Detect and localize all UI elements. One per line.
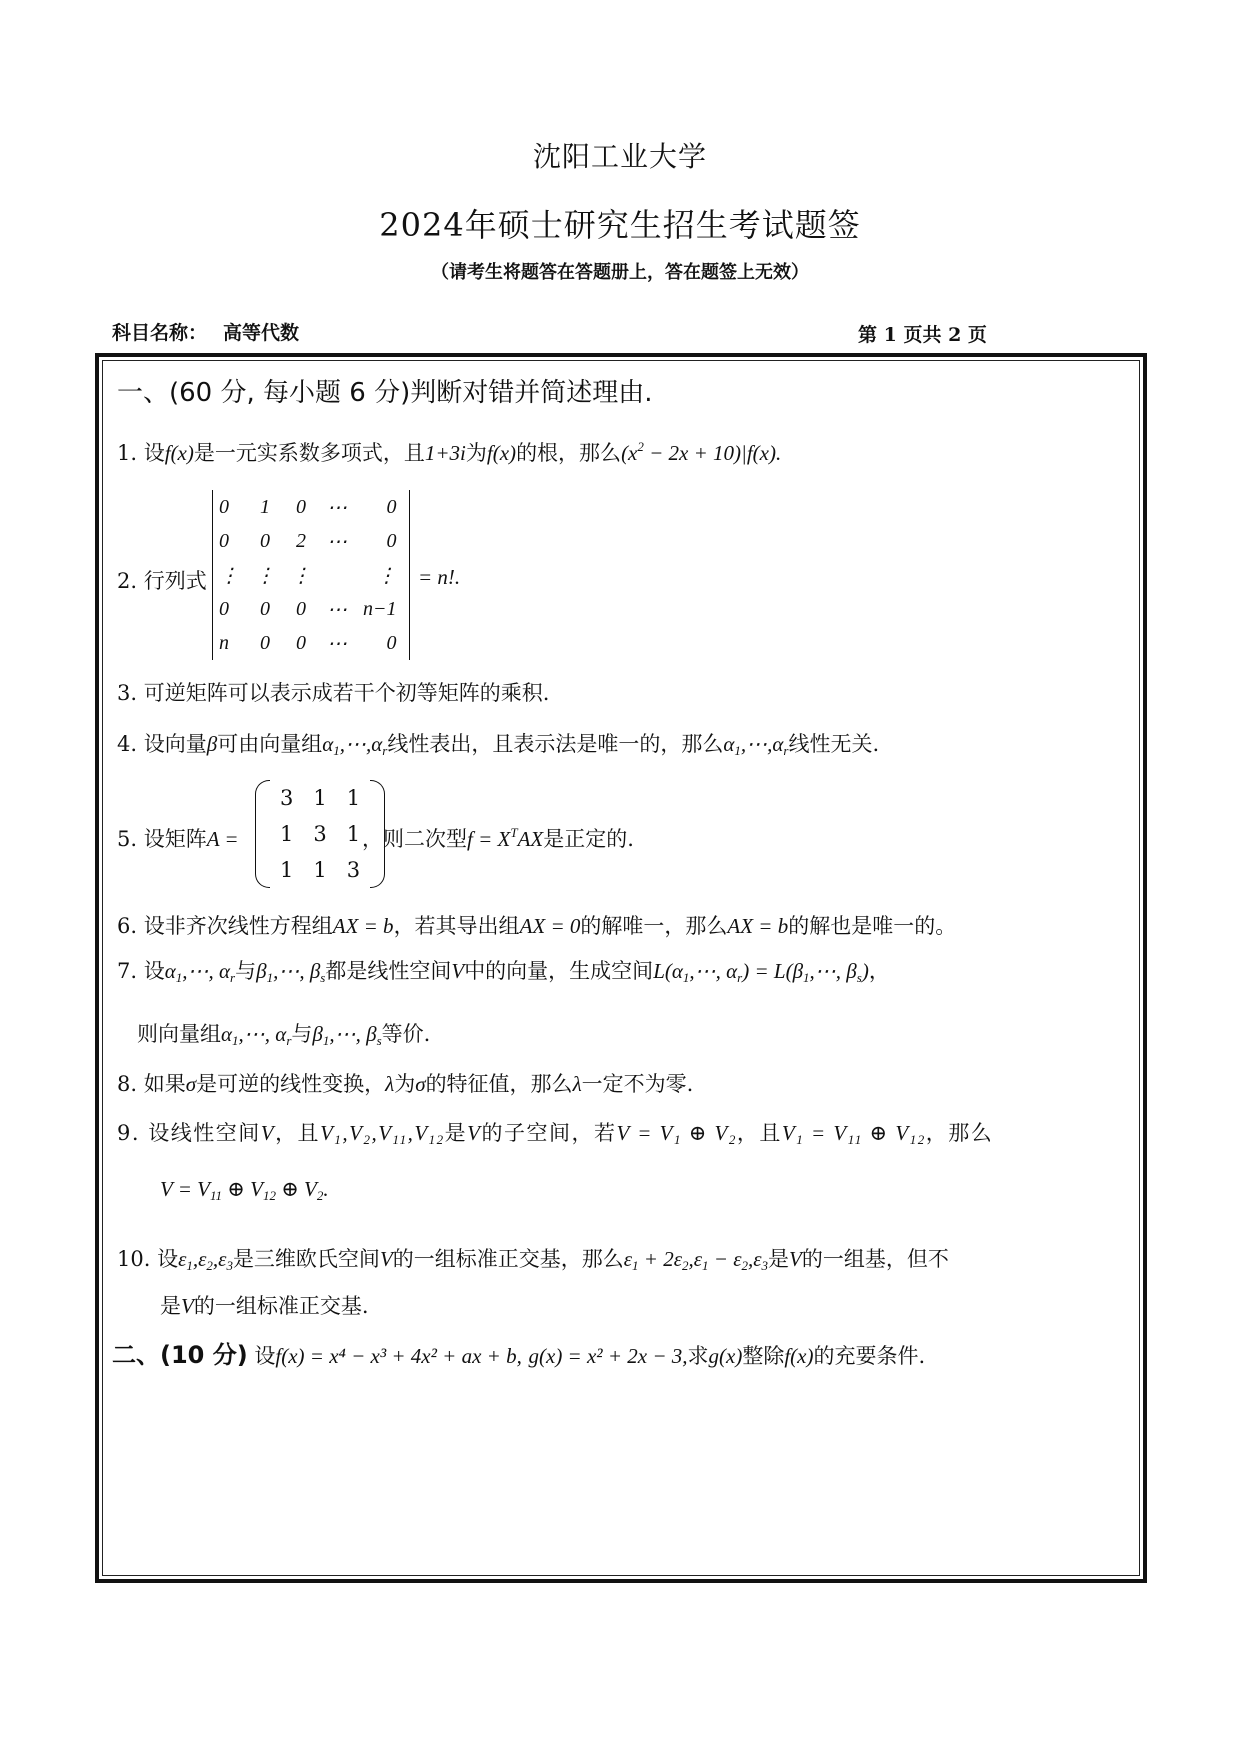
question-2-label [117,565,207,595]
q1-math-2: 1+3i [424,441,466,465]
question-number: 4. [117,732,138,756]
determinant-table [217,490,405,660]
question-number: 1. [117,441,138,465]
s2-text-1: 设 [254,1344,276,1368]
question-number: 2. [117,569,138,593]
q7-text-1: 设 [143,959,165,983]
q8-math-lambda: λ [385,1072,395,1096]
q4-math-alpha-r: ,⋯,α [740,732,784,756]
q5-math-A: A = [206,827,239,851]
matrix-table [270,780,370,888]
matrix-cell: 1 [280,822,294,846]
q5-text-2: ，则二次型 [362,827,467,851]
q4-math-alpha-r: ,⋯,α [339,732,383,756]
determinant-cell: 0 [386,529,397,552]
matrix-cell: 1 [313,858,327,882]
q8-text-2: 是可逆的线性变换， [196,1072,386,1096]
page-info: 第 1 页共 2 页 [858,324,987,346]
q9-math-subspaces: $V_1,V_2,V_{11},V_{12}$ [320,1121,445,1147]
q4-math-alpha: α [322,732,334,756]
q8-math-lambda: λ [572,1072,582,1096]
q8-text-3: 为 [394,1072,416,1096]
q9-math-V: V [260,1121,276,1145]
determinant-cell: ⋮ [219,564,239,587]
q1-math-4b: − 2x + 10)|f(x). [643,441,782,465]
question-number: 3. [117,681,138,705]
matrix-cell: 3 [313,822,327,846]
question-7-line-2 [137,1018,430,1049]
determinant-cell: 0 [219,495,229,518]
matrix-cell: 3 [346,858,361,882]
determinant-row [217,524,405,558]
q2-rhs: = n!. [418,565,461,589]
matrix-cell: 1 [346,822,361,846]
subject-label: 科目名称： [112,322,208,344]
q7-math-alpha-set: $\alpha_1,\cdots$, $\alpha_r$ [164,959,236,985]
q10-text-1: 设 [157,1247,179,1271]
matrix-cell: 3 [280,786,294,810]
q4-text-2: 可由向量组 [217,732,323,756]
determinant-cell: 0 [386,495,397,518]
q6-math-3: AX = b [727,914,789,938]
q2-determinant [212,490,410,660]
determinant-cell: 2 [296,529,306,552]
determinant-cell: 1 [260,495,270,518]
q7-math-span-eq: $L(\alpha_1,\cdots$, $\alpha_r$) = $L(\beta_1,\cdots$, $\beta_s$) [653,959,869,985]
matrix-cell: 1 [280,858,294,882]
matrix-row [270,852,370,888]
q9-text-3: 是 [444,1121,468,1145]
q7-text-7: 等价. [381,1022,431,1046]
determinant-cell: 0 [219,597,229,620]
q9-math-eq-2: $V_1 = V_{11}$ ⊕ $V_{12}$ [781,1121,926,1147]
matrix-cell: 1 [346,786,361,810]
q4-math-alpha: α [723,732,735,756]
s2-math-f: f(x) [784,1344,814,1368]
determinant-cell: 0 [296,631,306,654]
question-number: 6. [117,914,138,938]
determinant-cell: 0 [219,529,229,552]
q2-text: 行列式 [143,569,207,593]
section-1-heading: 一、(60 分, 每小题 6 分)判断对错并简述理由. [117,378,653,408]
question-number: 7. [117,959,138,983]
q4-math-beta: β [206,732,218,756]
matrix-row [270,780,370,816]
question-number: 9. [117,1121,141,1145]
question-3 [117,677,549,707]
q9-text-5: ，且 [736,1121,782,1145]
q6-text-3: 的解唯一，那么 [580,914,728,938]
q1-math-3: f(x) [486,441,517,465]
q4-sub: r [382,743,388,758]
question-1 [117,437,781,467]
q6-math-2: AX = 0 [519,914,581,938]
question-10-line-1 [117,1243,949,1274]
determinant-row [217,592,405,626]
exam-notice: （请考生将题答在答题册上，答在题签上无效） [431,262,809,283]
determinant-cell: 0 [296,597,306,620]
q9-math-V: V [467,1121,482,1145]
q9-text-2: ，且 [275,1121,321,1145]
q1-text-4: 的根，那么 [516,441,622,465]
q8-math-sigma: σ [185,1072,197,1096]
determinant-cell: 0 [260,529,270,552]
q1-text-1: 设 [143,441,165,465]
question-9-line-1 [117,1117,993,1148]
question-5-rest [362,823,634,853]
determinant-cell: ⋯ [327,530,347,553]
determinant-cell: ⋯ [327,496,347,519]
q7-text-6: 与 [291,1022,313,1046]
q1-math-4-sup: 2 [637,439,644,454]
q10-math-V: V [181,1294,194,1318]
determinant-cell: n [219,631,229,654]
question-10-line-2 [160,1290,369,1320]
determinant-cell: 0 [386,631,397,654]
determinant-cell: ⋯ [327,632,347,655]
left-parenthesis [255,780,270,888]
question-5-label [117,823,239,853]
q9-text-4: 的子空间，若 [481,1121,617,1145]
q1-text-2: 是一元实系数多项式，且 [193,441,425,465]
q4-sub: 1 [734,743,741,758]
q7-text-2: 与 [235,959,257,983]
q6-math-1: AX = b [332,914,394,938]
q8-text-5: 一定不为零. [581,1072,694,1096]
q7-text-5: 则向量组 [137,1022,221,1046]
question-7-line-1: 7. 设$\alpha_1,\cdots$, $\alpha_r$与$\beta_1,\cdots$, $\beta_s$都是线性空间V中的向量，生成空间$L(\alpha_1,\cdots$, $\alpha_r$) = $L(\beta_1,\cdots$, $\beta_s$)， [117,959,890,985]
q3-text: 可逆矩阵可以表示成若干个初等矩阵的乘积. [143,681,550,705]
question-number: 5. [117,827,138,851]
q5-math-f: f = X [467,827,511,851]
s2-formula-f: f(x) = x⁴ − x³ + 4x² + ax + b, [275,1344,522,1368]
s2-math-g: g(x) [708,1344,743,1368]
q7-math-V: V [451,959,465,983]
q4-sub: r [783,743,789,758]
q10-math-new-basis: $\varepsilon_1 + 2\varepsilon_2,\varepsilon_1 - \varepsilon_2,\varepsilon_3$ [623,1247,769,1273]
section-2-question [112,1335,925,1370]
q1-text-3: 为 [465,441,487,465]
q6-text-1: 设非齐次线性方程组 [143,914,333,938]
q5-text-1: 设矩阵 [143,827,207,851]
q10-math-V: V [789,1247,802,1271]
q5-math-AX: AX [517,827,544,851]
q1-math-1: f(x) [164,441,194,465]
q10-text-2: 是三维欧氏空间 [232,1247,380,1271]
determinant-cell: n−1 [363,597,397,620]
q4-text-3: 线性表出，且表示法是唯一的，那么 [387,732,724,756]
section-2-heading: 二、(10 分) [112,1341,248,1369]
q7-math-beta-set: $\beta_1,\cdots$, $\beta_s$ [256,959,326,985]
q9-math-eq-1: $V = V_1$ ⊕ $V_2$ [616,1121,737,1147]
question-number: 8. [117,1072,138,1096]
q9-text-6: ，那么 [925,1121,994,1145]
q8-text-4: 的特征值，那么 [425,1072,573,1096]
question-9-line-2: $V = V_{11}$ ⊕ $V_{12}$ ⊕ $V_2$. [160,1177,329,1203]
q4-text-4: 线性无关. [788,732,880,756]
q4-sub: 1 [333,743,340,758]
q7-text-3: 都是线性空间 [325,959,452,983]
question-6 [117,910,956,940]
q10-math-basis: $\varepsilon_1,\varepsilon_2,\varepsilon_3$ [178,1247,233,1273]
determinant-cell: ⋮ [255,564,275,587]
q10-text-3: 的一组标准正交基，那么 [392,1247,624,1271]
s2-text-3: 整除 [742,1344,785,1368]
q8-text-1: 如果 [143,1072,186,1096]
q10-text-6: 是 [160,1294,181,1318]
determinant-cell: 0 [260,631,270,654]
q10-text-5: 的一组基，但不 [801,1247,949,1271]
matrix-cell: 1 [313,786,327,810]
determinant-cell: ⋯ [327,598,347,621]
q7-math-beta-set: $\beta_1,\cdots$, $\beta_s$ [312,1022,382,1048]
q7-math-alpha-set: $\alpha_1,\cdots$, $\alpha_r$ [221,1022,292,1048]
determinant-cell: ⋮ [291,564,311,587]
subject-value: 高等代数 [223,322,300,344]
determinant-cell [319,558,355,592]
q8-math-sigma: σ [415,1072,426,1096]
determinant-row [217,626,405,660]
question-4 [117,728,879,759]
s2-text-4: 的充要条件. [813,1344,926,1368]
q7-text-4: 中的向量，生成空间 [464,959,654,983]
determinant-cell: 0 [296,495,306,518]
question-8 [117,1068,693,1098]
subject-line [112,318,299,345]
s2-formula-g: g(x) = x² + 2x − 3, [528,1344,688,1368]
q6-text-4: 的解也是唯一的。 [788,914,957,938]
q5-text-3: 是正定的. [543,827,634,851]
matrix-row [270,816,370,852]
determinant-cell: ⋮ [376,564,397,587]
q10-text-4: 是 [768,1247,790,1271]
q9-text-1: 设线性空间 [148,1121,261,1145]
q5-sup-T: T [510,825,518,840]
determinant-row [217,490,405,524]
q1-math-4a: (x [621,441,638,465]
university-name: 沈阳工业大学 [532,140,707,173]
q10-math-V: V [379,1247,393,1271]
exam-title: 2024年硕士研究生招生考试题签 [379,206,861,244]
determinant-row [217,558,405,592]
s2-text-2: 求 [687,1344,709,1368]
q10-text-7: 的一组标准正交基. [193,1294,369,1318]
determinant-cell: 0 [260,597,270,620]
question-number: 10. [117,1247,151,1271]
q6-text-2: ，若其导出组 [393,914,520,938]
q4-text-1: 设向量 [143,732,207,756]
